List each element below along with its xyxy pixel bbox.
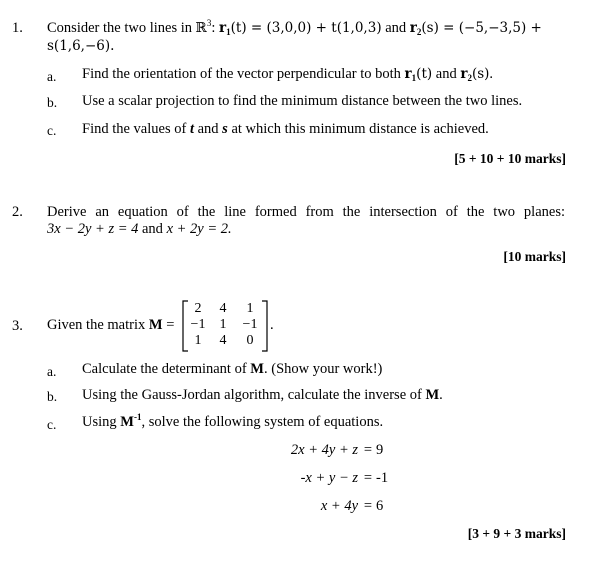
q2-eq1: 3x − 2y + z = 4 [47, 221, 139, 237]
q3-equals: = [162, 317, 175, 333]
q1b-text: Use a scalar projection to find the minimum distance between the two lines. [82, 93, 523, 109]
q1c-and: and [193, 121, 223, 137]
system-rhs: 9 [376, 442, 384, 458]
q3b-M: M [425, 387, 440, 403]
q2-and: and [138, 221, 167, 237]
q3a-post: . (Show your work!) [263, 361, 383, 377]
system-rhs: -1 [376, 470, 389, 486]
system-sign: = [363, 442, 373, 458]
system-lhs: x + 4y [320, 498, 358, 514]
q1a-r2-sub: 2 [467, 73, 472, 83]
q1-colon: : [211, 20, 220, 36]
q1a-pre: Find the orientation of the vector perpendicular to both [82, 66, 405, 82]
system-rhs: 6 [376, 498, 384, 514]
q1a-r1-sub: 1 [411, 73, 417, 83]
q1c-post: at which this minimum distance is achieved. [227, 121, 489, 137]
matrix-M [181, 300, 269, 350]
q2-number: 2. [12, 204, 23, 220]
q1-marks: [5 + 10 + 10 marks] [454, 151, 566, 166]
q3b-pre: Using the Gauss-Jordan algorithm, calculate the inverse of [82, 387, 426, 403]
matrix-cell-2-2: 0 [246, 333, 254, 348]
q3a-text [82, 361, 382, 378]
q3a-pre: Calculate the determinant of [82, 361, 251, 377]
matrix-cell-1-1: 1 [219, 317, 227, 332]
matrix-cell-2-0: 1 [194, 333, 202, 348]
q2-marks: [10 marks] [503, 249, 566, 264]
q3c-M-sup: -1 [133, 412, 142, 422]
q3c-M: M [120, 414, 134, 430]
q1-line2: s(1,6,−6). [47, 38, 115, 54]
q1-line1 [47, 20, 542, 37]
q1-r1-def: (t) = (3,0,0) + t(1,0,3) [230, 20, 382, 36]
q1c-t: t [189, 121, 194, 137]
q1-r2: r [409, 20, 417, 36]
q3-given [47, 317, 174, 334]
q3a-letter: a. [47, 364, 57, 379]
system-lhs: 2x + 4y + z [290, 442, 358, 458]
q2-line1: Derive an equation of the line formed from the intersection of the two planes: [47, 204, 565, 220]
q3a-M: M [250, 361, 264, 377]
system-sign: = [363, 498, 373, 514]
q1-prefix: Consider the two lines in [47, 20, 196, 36]
matrix-cell-1-0: −1 [190, 317, 206, 332]
q3b-post: . [439, 387, 443, 403]
q1c-pre: Find the values of [82, 121, 190, 137]
q1-r2-def: (s) = (−5,−3,5) + [421, 20, 542, 36]
system-row [0, 470, 613, 488]
q1c-s: s [222, 121, 228, 137]
q1a-end: . [489, 66, 494, 82]
q1c-text [82, 121, 489, 138]
q1-R-sup: 3 [206, 18, 212, 28]
matrix-cell-2-1: 4 [219, 333, 227, 348]
q1-and: and [381, 20, 410, 36]
q1-r1: r [219, 20, 227, 36]
q3c-letter: c. [47, 417, 57, 432]
q3-prefix: Given the matrix [47, 317, 149, 333]
q3b-letter: b. [47, 389, 58, 404]
q1a-r2-arg: (s) [471, 66, 490, 82]
q3c-post: , solve the following system of equations. [141, 414, 384, 430]
q1a-r1-arg: (t) [416, 66, 433, 82]
q3-M: M [148, 317, 163, 333]
q1b-letter: b. [47, 95, 58, 110]
q1c-letter: c. [47, 123, 57, 138]
q1a-r2: r [460, 66, 468, 82]
q1a-r1: r [404, 66, 412, 82]
q1-number: 1. [12, 20, 23, 36]
system-sign: = [363, 470, 373, 486]
q3-period: . [270, 317, 274, 333]
matrix-cell-1-2: −1 [242, 317, 258, 332]
q1-R-symbol: ℝ [195, 20, 207, 36]
q3-number: 3. [12, 318, 23, 334]
matrix-cell-0-0: 2 [194, 301, 202, 316]
q1-r2-sub: 2 [416, 27, 422, 37]
q3c-text [82, 414, 383, 431]
matrix-cell-0-2: 1 [246, 301, 254, 316]
q1a-letter: a. [47, 69, 57, 84]
system-row [0, 498, 613, 516]
q1-r1-sub: 1 [226, 27, 231, 37]
q1a-and: and [432, 66, 461, 82]
q2-line2 [47, 221, 232, 238]
q1a-text [82, 66, 493, 83]
matrix-cell-0-1: 4 [219, 301, 227, 316]
q2-eq2: x + 2y = 2. [166, 221, 232, 237]
q3-marks: [3 + 9 + 3 marks] [467, 526, 566, 541]
q3b-text [82, 387, 443, 404]
system-lhs: -x + y − z [300, 470, 358, 486]
system-row [0, 442, 613, 460]
q3c-pre: Using [82, 414, 121, 430]
